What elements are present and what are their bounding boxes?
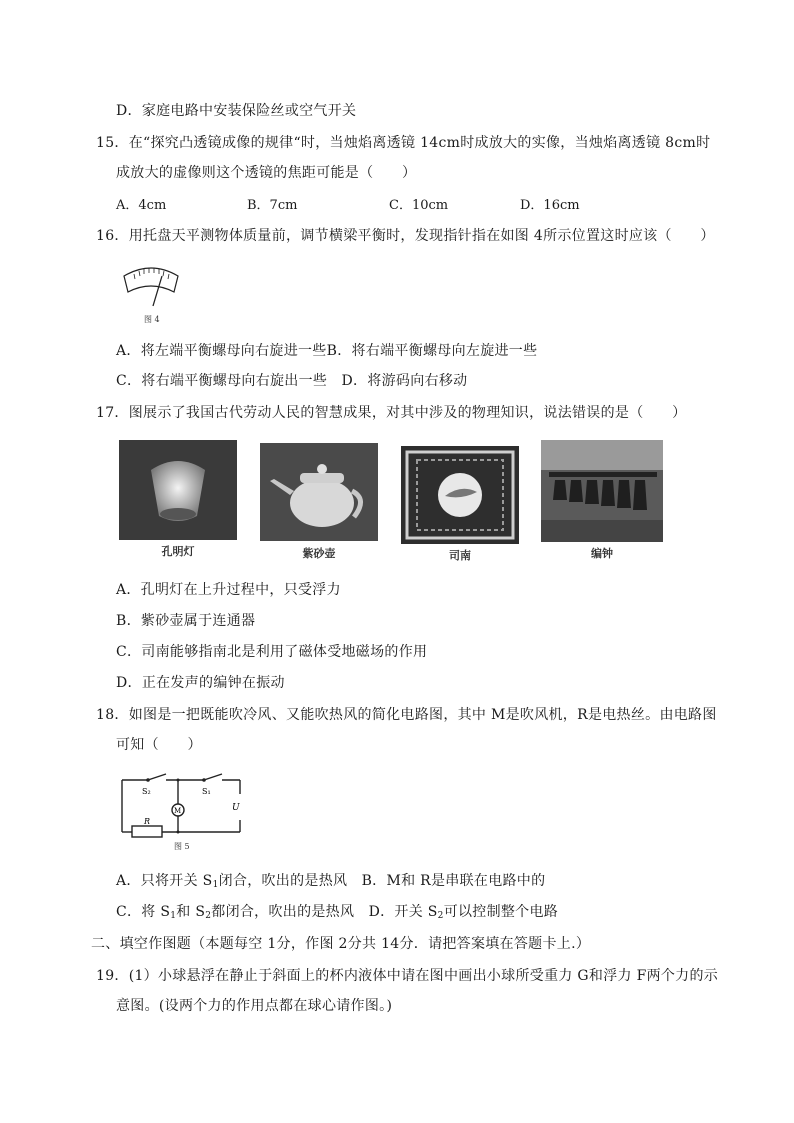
caption-teapot: 紫砂壶 <box>302 547 336 560</box>
lantern-icon <box>119 440 237 540</box>
label-r: R <box>144 817 151 826</box>
q17-option-d: D．正在发声的编钟在振动 <box>116 675 285 691</box>
q16-stem: 16．用托盘天平测物体质量前，调节横梁平衡时，发现指针指在如图 4所示位置这时应该（ ） <box>96 228 715 244</box>
hairdryer-circuit-diagram <box>118 770 252 838</box>
label-s1: S₁ <box>202 787 211 796</box>
q18-option-cd: C．将 $S_1$和 $S_2$都闭合，吹出的是热风 D．开关 $S_2$可以控制整个电路 <box>116 904 559 921</box>
q15-option-b: B．7cm <box>247 198 298 213</box>
q17-option-a: A．孔明灯在上升过程中，只受浮力 <box>116 582 341 598</box>
balance-pointer-figure <box>120 258 182 310</box>
kongming-lantern-photo <box>119 440 237 540</box>
label-u: U <box>232 803 240 813</box>
sinan-compass-photo <box>401 446 519 544</box>
switch-s2[interactable] <box>148 774 166 780</box>
q17-stem: 17．图展示了我国古代劳动人民的智慧成果，对其中涉及的物理知识，说法错误的是（ ） <box>96 405 687 421</box>
teapot-photo <box>260 443 378 541</box>
caption-kongming-lantern: 孔明灯 <box>161 545 195 558</box>
q14-option-d: D．家庭电路中安装保险丝或空气开关 <box>116 103 357 119</box>
q16-option-ab: A．将左端平衡螺母向右旋进一些B．将右端平衡螺母向左旋进一些 <box>116 343 538 359</box>
teapot-icon <box>260 443 378 541</box>
q15-stem-line2: 成放大的虚像则这个透镜的焦距可能是（ ） <box>116 165 417 181</box>
caption-bianzhong: 编钟 <box>591 547 613 560</box>
balance-pointer-needle <box>153 276 162 306</box>
q18-stem-line1: 18．如图是一把既能吹冷风、又能吹热风的简化电路图，其中 M是吹风机，R是电热丝。由电路图 <box>96 707 717 723</box>
compass-icon <box>401 446 519 544</box>
section-2-heading: 二、填空作图题（本题每空 1分，作图 2分共 14分．请把答案填在答题卡上.） <box>91 936 591 952</box>
resistor-r <box>132 826 162 837</box>
label-m: M <box>174 807 182 815</box>
q15-option-c: C．10cm <box>389 198 449 213</box>
q19-line2: 意图。(设两个力的作用点都在球心请作图。) <box>116 998 393 1014</box>
q15-stem-line1: 15．在“探究凸透镜成像的规律“时，当烛焰离透镜 14cm时成放大的实像，当烛焰离透镜 8cm时 <box>96 135 711 151</box>
switch-s1[interactable] <box>204 774 222 780</box>
figure-5-label: 图 5 <box>174 842 190 851</box>
q17-option-b: B．紫砂壶属于连通器 <box>116 613 256 629</box>
balance-scale-arc <box>124 268 178 292</box>
q19-line1: 19．(1）小球悬浮在静止于斜面上的杯内液体中请在图中画出小球所受重力 G和浮力 F两个力的示 <box>96 968 719 984</box>
q16-option-cd: C．将右端平衡螺母向右旋出一些 D．将游码向右移动 <box>116 373 468 389</box>
q18-option-ab: A．只将开关 $S_1$闭合，吹出的是热风 B．M和 R是串联在电路中的 <box>116 873 546 890</box>
q15-option-d: D．16cm <box>520 198 580 213</box>
q17-option-c: C．司南能够指南北是利用了磁体受地磁场的作用 <box>116 644 428 660</box>
caption-sinan: 司南 <box>449 549 471 562</box>
q18-stem-line2: 可知（ ） <box>116 737 202 753</box>
figure-4-label: 图 4 <box>144 315 160 324</box>
q15-option-a: A．4cm <box>116 198 167 213</box>
bianzhong-bells-photo <box>541 440 663 542</box>
label-s2: S₂ <box>142 787 151 796</box>
bells-icon <box>541 440 663 542</box>
